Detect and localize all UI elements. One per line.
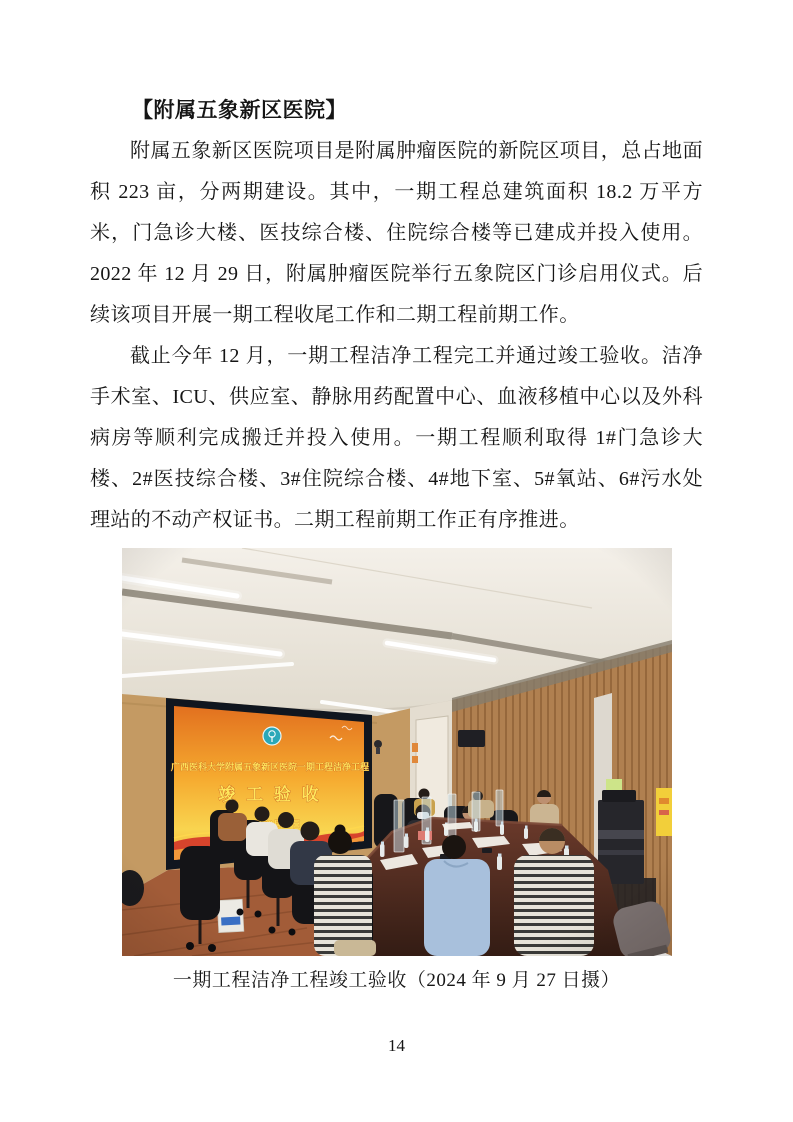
meeting-photo-figure bbox=[90, 548, 703, 992]
paragraph-2: 截止今年 12 月，一期工程洁净工程完工并通过竣工验收。洁净手术室、ICU、供应室、静脉用药配置中心、血液移植中心以及外科病房等顺利完成搬迁并投入使用。一期工程顺利取得 1#门急诊大楼、2#医技综合楼、3#住院综合楼、4#地下室、5#氧站、6#污水处理站的不动产权证书。二期工程前期工作正有序推进。 bbox=[90, 345, 703, 531]
photo-caption: 一期工程洁净工程竣工验收（2024 年 9 月 27 日摄） bbox=[172, 970, 621, 991]
page-number: 14 bbox=[388, 1036, 405, 1055]
paragraph-1: 附属五象新区医院项目是附属肿瘤医院的新院区项目，总占地面积 223 亩，分两期建设。其中，一期工程总建筑面积 18.2 万平方米，门急诊大楼、医技综合楼、住院综合楼等已建成并投入使用。2022 年 12 月 29 日，附属肿瘤医院举行五象院区门诊启用仪式。后续该项目开展一期工程收尾工作和二期工程前期工作。 bbox=[90, 140, 703, 326]
article bbox=[90, 90, 703, 992]
meeting-room-photo bbox=[122, 548, 672, 956]
section-heading: 【附属五象新区医院】 bbox=[132, 98, 347, 122]
photo-vignette bbox=[122, 548, 672, 956]
